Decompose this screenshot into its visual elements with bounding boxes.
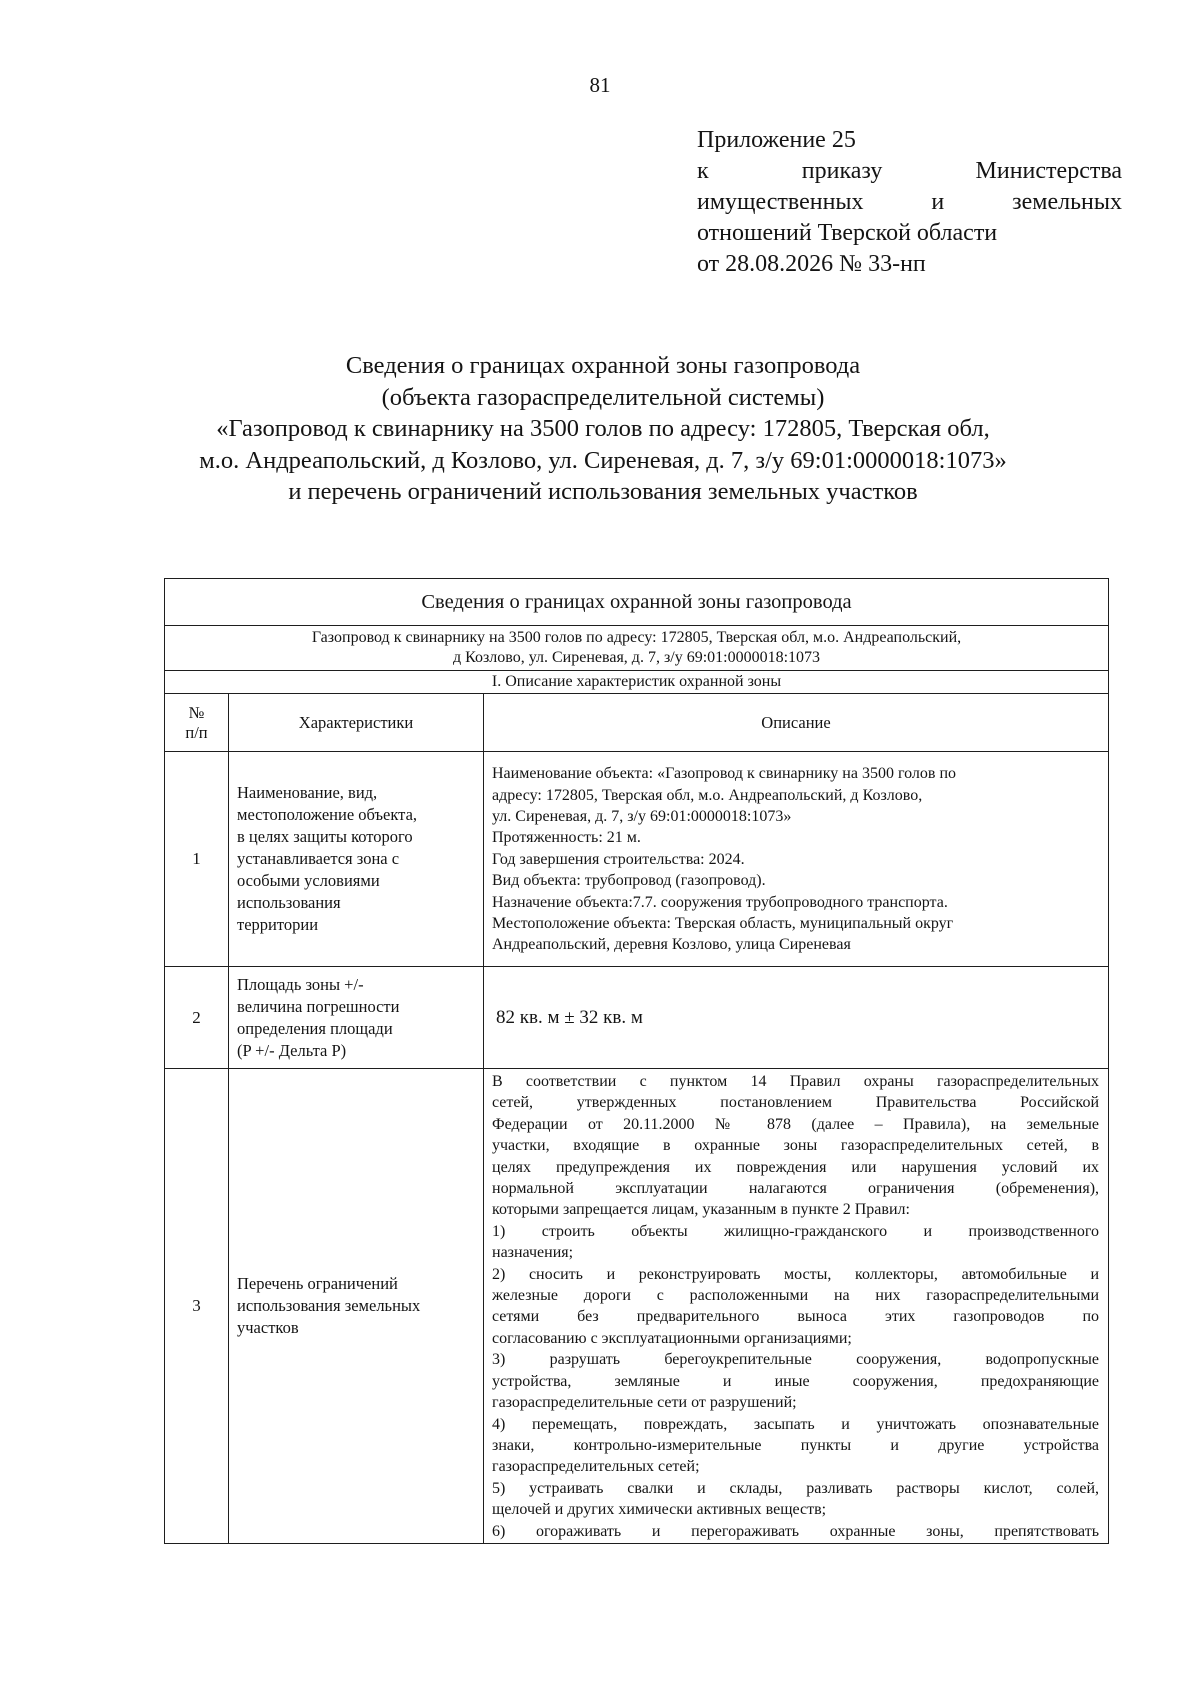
restriction-line: 6) огораживать и перегораживать охранные зоны, препятствовать — [492, 1522, 1100, 1540]
restriction-line: целях предупреждения их повреждения или нарушения условий их — [492, 1158, 1100, 1176]
appendix-line: к приказу Министерства — [697, 158, 1122, 184]
restriction-line: сетями без предварительного выноса этих газопроводов по — [492, 1308, 1100, 1326]
cell-line: местоположение объекта, — [237, 805, 418, 824]
cell-line: Вид объекта: трубопровод (газопровод). — [492, 872, 766, 890]
restriction-line: щелочей и других химически активных веществ; — [492, 1501, 827, 1519]
title-line: (объекта газораспределительной системы) — [381, 383, 825, 411]
restriction-line: газораспределительных сетей; — [492, 1458, 700, 1476]
restriction-line: участки, входящие в охранные зоны газораспределительных сетей, в — [492, 1137, 1100, 1155]
cell-line: Андреапольский, деревня Козлово, улица Сиреневая — [492, 936, 851, 954]
row-number: 3 — [165, 1069, 229, 1544]
restriction-line: сетей, утвержденных постановлением Правительства Российской — [492, 1094, 1100, 1112]
characteristic-cell — [229, 752, 484, 967]
restriction-line: В соответствии с пунктом 14 Правил охраны газораспределительных — [492, 1073, 1100, 1090]
cell-line: Местоположение объекта: Тверская область, муниципальный округ — [492, 915, 954, 933]
page-number: 81 — [589, 73, 611, 97]
table-row — [165, 1069, 1109, 1544]
appendix-line: от 28.08.2026 № 33-нп — [697, 251, 926, 277]
cell-line: Протяженность: 21 м. — [492, 829, 641, 847]
table-subheader — [165, 626, 1109, 671]
subheader-line: д Козлово, ул. Сиреневая, д. 7, з/у 69:01:0000018:1073 — [452, 649, 821, 666]
column-header-line: п/п — [185, 722, 208, 742]
title-line: «Газопровод к свинарнику на 3500 голов по адресу: 172805, Тверская обл, — [216, 415, 990, 442]
restriction-line: 4) перемещать, повреждать, засыпать и уничтожать опознавательные — [492, 1415, 1100, 1433]
cell-line: Перечень ограничений — [237, 1273, 398, 1293]
column-header-characteristics: Характеристики — [229, 694, 484, 752]
row-number: 1 — [165, 752, 229, 967]
cell-line: особыми условиями — [237, 871, 380, 890]
appendix-block — [697, 125, 1122, 280]
cell-line: Год завершения строительства: 2024. — [492, 850, 745, 868]
subheader-line: Газопровод к свинарнику на 3500 голов по адресу: 172805, Тверская обл, м.о. Андреапольский, — [311, 629, 962, 646]
restriction-line: устройства, земляные и иные сооружения, предохраняющие — [492, 1372, 1100, 1390]
cell-line: определения площади — [237, 1018, 393, 1038]
restriction-line: знаки, контрольно-измерительные пункты и другие устройства — [492, 1436, 1100, 1454]
row-number: 2 — [165, 967, 229, 1069]
cell-line: адресу: 172805, Тверская обл, м.о. Андреапольский, д Козлово, — [492, 786, 923, 804]
restriction-line: которыми запрещается лицам, указанным в пункте 2 Правил: — [492, 1201, 910, 1219]
characteristic-cell — [229, 967, 484, 1069]
cell-line: территории — [237, 915, 319, 934]
cell-line: Назначение объекта:7.7. сооружения трубопроводного транспорта. — [492, 893, 948, 911]
restriction-line: 2) сносить и реконструировать мосты, коллекторы, автомобильные и — [492, 1265, 1100, 1283]
appendix-line: отношений Тверской области — [697, 220, 998, 246]
document-title — [150, 350, 1056, 508]
restriction-line: согласованию с эксплуатационными организациями; — [492, 1329, 852, 1347]
appendix-line: имущественных и земельных — [697, 189, 1122, 215]
restriction-line: 5) устраивать свалки и склады, разливать растворы кислот, солей, — [492, 1479, 1100, 1497]
restriction-line: 1) строить объекты жилищно-гражданского и производственного — [492, 1222, 1100, 1240]
column-header-description: Описание — [484, 694, 1109, 752]
description-cell — [484, 752, 1109, 967]
area-value: 82 кв. м ± 32 кв. м — [484, 967, 1109, 1069]
restriction-line: 3) разрушать берегоукрепительные сооружения, водопропускные — [492, 1351, 1100, 1369]
cell-line: участков — [237, 1317, 299, 1337]
cell-line: ул. Сиреневая, д. 7, з/у 69:01:0000018:1073» — [492, 807, 792, 825]
appendix-line: Приложение 25 — [697, 127, 856, 153]
cell-line: устанавливается зона с — [237, 849, 400, 868]
table-header: Сведения о границах охранной зоны газопровода — [165, 579, 1109, 626]
zone-table-wrapper — [164, 578, 1108, 1544]
zone-table — [164, 578, 1109, 1544]
restriction-line: газораспределительные сети от разрушений; — [492, 1394, 797, 1412]
column-header-line: № — [188, 702, 205, 722]
title-line: Сведения о границах охранной зоны газопровода — [345, 352, 861, 379]
restriction-line: нормальной эксплуатации налагаются ограничения (обременения), — [492, 1180, 1100, 1198]
title-line: м.о. Андреапольский, д Козлово, ул. Сиреневая, д. 7, з/у 69:01:0000018:1073» — [199, 446, 1007, 474]
cell-line: Площадь зоны +/- — [237, 974, 364, 994]
cell-line: Наименование, вид, — [237, 783, 378, 802]
cell-line: величина погрешности — [237, 996, 400, 1016]
restrictions-cell — [484, 1069, 1109, 1544]
column-header-num — [165, 694, 229, 752]
table-row — [165, 967, 1109, 1069]
cell-line: использования — [237, 893, 341, 912]
section-title: I. Описание характеристик охранной зоны — [165, 671, 1109, 694]
cell-line: (P +/- Дельта P) — [237, 1040, 347, 1060]
restriction-line: Федерации от 20.11.2000 № 878 (далее – Правила), на земельные — [492, 1115, 1100, 1133]
title-line: и перечень ограничений использования земельных участков — [288, 478, 918, 505]
table-row — [165, 752, 1109, 967]
cell-line: в целях защиты которого — [237, 827, 413, 846]
restriction-line: железные дороги с расположенными на них газораспределительными — [492, 1287, 1100, 1305]
restriction-line: назначения; — [492, 1244, 574, 1262]
cell-line: использования земельных — [237, 1295, 421, 1315]
characteristic-cell — [229, 1069, 484, 1544]
cell-line: Наименование объекта: «Газопровод к свинарнику на 3500 голов по — [492, 765, 957, 783]
